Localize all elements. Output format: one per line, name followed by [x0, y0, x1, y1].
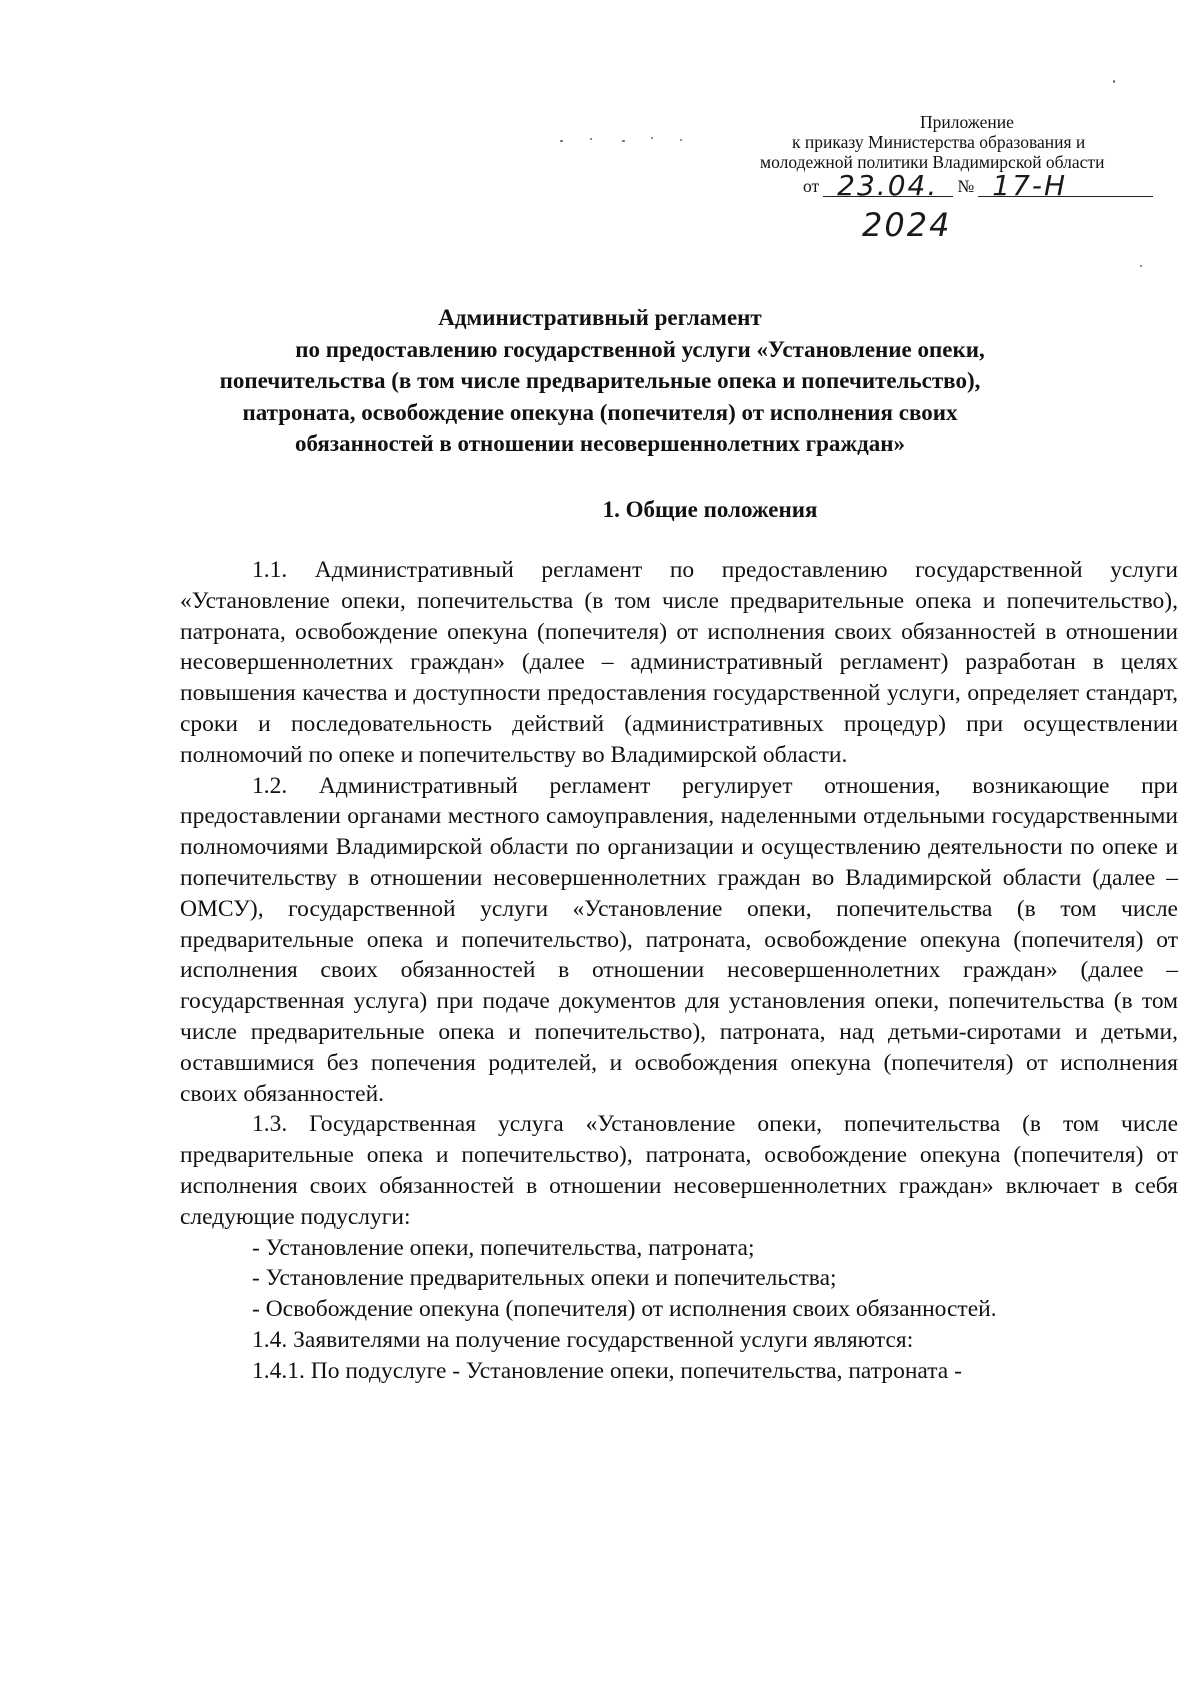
paragraph-1-3: 1.3. Государственная услуга «Установление опеки, попечительства (в том числе предварительные опека и попечительство), патроната, освобождение опекуна (попечителя) от исполнения своих обязанностей в отношении несовершеннолетних граждан» включает в себя следующие подуслуги: [180, 1111, 1178, 1230]
scan-speck [560, 140, 563, 142]
order-reference-line-2: молодежной политики Владимирской области [760, 152, 1105, 172]
section-heading: 1. Общие положения [602, 497, 818, 522]
document-title [160, 302, 1040, 460]
order-reference-line-1: к приказу Министерства образования и [792, 132, 1086, 152]
paragraph-1-4-1: 1.4.1. По подуслуге - Установление опеки, попечительства, патроната - [252, 1357, 962, 1384]
appendix-label: Приложение [920, 112, 1014, 132]
scan-speck [1113, 80, 1115, 83]
handwritten-date: 23.04. [837, 169, 939, 202]
title-line: обязанностей в отношении несовершеннолетних граждан» [295, 431, 905, 456]
paragraph-1-4: 1.4. Заявителями на получение государственной услуги являются: [252, 1326, 914, 1353]
handwritten-number: 17-Н [992, 169, 1068, 202]
date-blank [823, 169, 953, 202]
scan-speck [680, 139, 682, 141]
document-body [180, 555, 1178, 1387]
scan-speck [1140, 265, 1142, 267]
scan-speck [590, 138, 592, 140]
date-prefix: от [803, 176, 820, 196]
number-prefix: № [957, 176, 975, 196]
scan-speck [651, 137, 653, 139]
title-line: Административный регламент [438, 305, 762, 330]
order-date-number-line [803, 169, 1153, 202]
scan-speck [622, 140, 625, 142]
title-line: по предоставлению государственной услуги «Установление опеки, [295, 336, 985, 362]
paragraph-1-1: 1.1. Административный регламент по предоставлению государственной услуги «Установление опеки, попечительства (в том числе предварительные опека и попечительство), патроната, освобождение опекуна (попечителя) от исполнения своих обязанностей в отношении несовершеннолетних граждан» (далее – административный регламент) разработан в целях повышения качества и доступности предоставления государственной услуги, определяет стандарт, сроки и последовательность действий (административных процедур) при осуществлении полномочий по опеке и попечительству во Владимирской области. [180, 557, 1178, 768]
appendix-block [760, 112, 1190, 172]
title-line: попечительства (в том числе предварительные опека и попечительство), [219, 368, 981, 393]
title-line: патроната, освобождение опекуна (попечителя) от исполнения своих [242, 399, 958, 425]
paragraph-1-2: 1.2. Административный регламент регулирует отношения, возникающие при предоставлении органами местного самоуправления, наделенными отдельными государственными полномочиями Владимирской области по организации и осуществлению деятельности по опеке и попечительству в отношении несовершеннолетних граждан во Владимирской области (далее – ОМСУ), государственной услуги «Установление опеки, попечительства (в том числе предварительные опека и попечительство), патроната, освобождение опекуна (попечителя) от исполнения своих обязанностей в отношении несовершеннолетних граждан» (далее – государственная услуга) при подаче документов для установления опеки, попечительства (в том числе предварительные опека и попечительство), патроната, над детьми-сиротами и детьми, оставшимися без попечения родителей, и освобождения опекуна (попечителя) от исполнения своих обязанностей. [180, 772, 1178, 1107]
number-blank [978, 169, 1153, 202]
subservice-item: - Установление предварительных опеки и попечительства; [252, 1265, 837, 1292]
subservice-item: - Установление опеки, попечительства, патроната; [252, 1234, 755, 1261]
subservice-item: - Освобождение опекуна (попечителя) от исполнения своих обязанностей. [252, 1296, 997, 1323]
handwritten-year: 2024 [862, 206, 952, 244]
